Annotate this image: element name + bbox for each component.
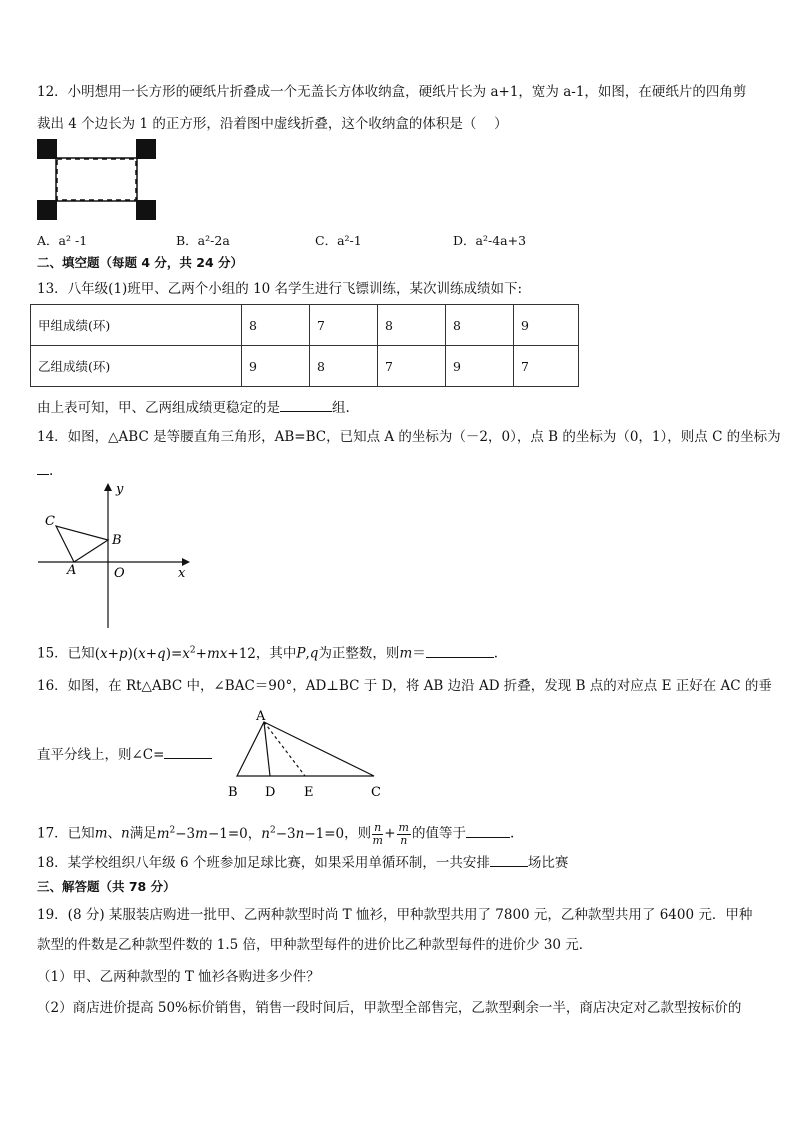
q15-mid: ，其中 [255,645,297,662]
q14-line1: 14．如图，△ABC 是等腰直角三角形，AB=BC，已知点 A 的坐标为（－2，0），点 B 的坐标为（0，1），则点 C 的坐标为 [37,429,781,445]
x-axis-label: x [178,566,186,581]
q19-sub1: （1）甲、乙两种款型的 T 恤衫各购进多少件？ [37,969,320,985]
q17-eq1: $m^2-3m-1=0$，$n^2-3n-1=0$ [156,825,345,842]
q18-line [37,852,568,873]
row-label: 乙组成绩(环) [31,346,242,387]
q16-line2-text: 直平分线上，则∠C= [37,747,165,763]
origin-label: O [114,566,125,581]
q15-post: . [493,645,499,662]
option-b: B．a²-2a [176,233,230,248]
table-cell: 9 [514,305,579,346]
triangle-figure [222,706,392,802]
q12-line2: 裁出 4 个边长为 1 的正方形，沿着图中虚线折叠，这个收纳盒的体积是（ ） [37,116,508,132]
q17-pre: 17．已知 [37,825,95,842]
q15-vars: P,q [296,645,319,662]
fraction-m-over-n: $\frac{m}{n}$ [398,820,409,847]
q14-line2-post: . [49,463,54,479]
q17-end: . [509,825,515,842]
q17-vars: m、n [94,825,130,842]
option-a: A．a² -1 [37,233,88,248]
section2-heading: 二、填空题（每题 4 分，共 24 分） [37,255,244,270]
table-cell: 7 [378,346,446,387]
table-cell: 8 [242,305,310,346]
table-cell: 9 [446,346,514,387]
q15-m: m＝ [399,645,426,662]
answer-blank[interactable] [37,460,49,475]
q13-conclusion [37,397,350,418]
point-a-label: A [256,709,266,724]
q13-after-post: 组. [332,400,350,416]
y-axis-label: y [116,482,124,497]
point-b-label: B [112,533,122,548]
q15-pre: 15．已知 [37,645,95,662]
q19-line2: 款型的件数是乙种款型件数的 1.5 倍，甲种款型每件的进价比乙种款型每件的进价少 30 元． [37,937,593,953]
table-cell: 8 [378,305,446,346]
table-cell: 7 [514,346,579,387]
q18-post: 场比赛 [527,855,569,871]
q15-equation: $(x+p)(x+q)=x^2+mx+12$ [94,645,256,662]
answer-blank[interactable] [280,397,332,412]
q15-line [37,640,498,664]
answer-blank[interactable] [490,852,528,867]
q13-text: 13．八年级(1)班甲、乙两个小组的 10 名学生进行飞镖训练，某次训练成绩如下: [37,281,523,297]
table-cell: 7 [310,305,378,346]
table-row [31,346,579,387]
point-c-label: C [45,514,55,529]
q15-mid2: 为正整数，则 [318,645,400,662]
q17-mid: 满足 [129,825,157,842]
point-c-label: C [371,785,381,800]
point-a-label: A [67,563,77,578]
table-row [31,305,579,346]
box-net-figure [36,138,160,222]
option-c: C．a²-1 [315,233,362,248]
q17-line: 17．已知m、n满足$m^2-3m-1=0$，$n^2-3n-1=0$，则 $\frac{n}{m}$ + $\frac{m}{n}$ 的值等于 . [37,820,515,847]
point-b-label: B [228,785,238,800]
table-cell: 9 [242,346,310,387]
option-d: D．a²-4a+3 [453,233,527,248]
coordinate-figure [34,478,194,630]
table-cell: 8 [446,305,514,346]
q17-mid2: ，则 [344,825,372,842]
score-table [30,304,579,387]
answer-blank[interactable] [466,823,510,838]
q16-line1: 16．如图，在 Rt△ABC 中，∠BAC＝90°，AD⊥BC 于 D，将 AB 边沿 AD 折叠，发现 B 点的对应点 E 正好在 AC 的垂 [37,678,772,694]
q12-line1: 12．小明想用一长方形的硬纸片折叠成一个无盖长方体收纳盒，硬纸片长为 a+1，宽为 a-1，如图，在硬纸片的四角剪 [37,84,747,100]
section3-heading: 三、解答题（共 78 分） [37,879,176,894]
answer-blank[interactable] [426,643,494,658]
q16-line2 [37,744,212,765]
q13-after-pre: 由上表可知，甲、乙两组成绩更稳定的是 [37,400,280,416]
q18-pre: 18．某学校组织八年级 6 个班参加足球比赛，如果采用单循环制，一共安排 [37,855,490,871]
q17-post: 的值等于 [411,825,466,842]
point-d-label: D [265,785,276,800]
q19-sub2: （2）商店进价提高 50%标价销售，销售一段时间后，甲款型全部售完，乙款型剩余一半，商店决定对乙款型按标价的 [37,1000,742,1016]
table-cell: 8 [310,346,378,387]
q19-line1: 19．(8 分) 某服装店购进一批甲、乙两种款型时尚 T 恤衫，甲种款型共用了 7800 元，乙种款型共用了 6400 元．甲种 [37,907,753,923]
answer-blank[interactable] [164,744,212,759]
row-label: 甲组成绩(环) [31,305,242,346]
fraction-n-over-m: $\frac{n}{m}$ [372,820,383,847]
point-e-label: E [304,785,314,800]
